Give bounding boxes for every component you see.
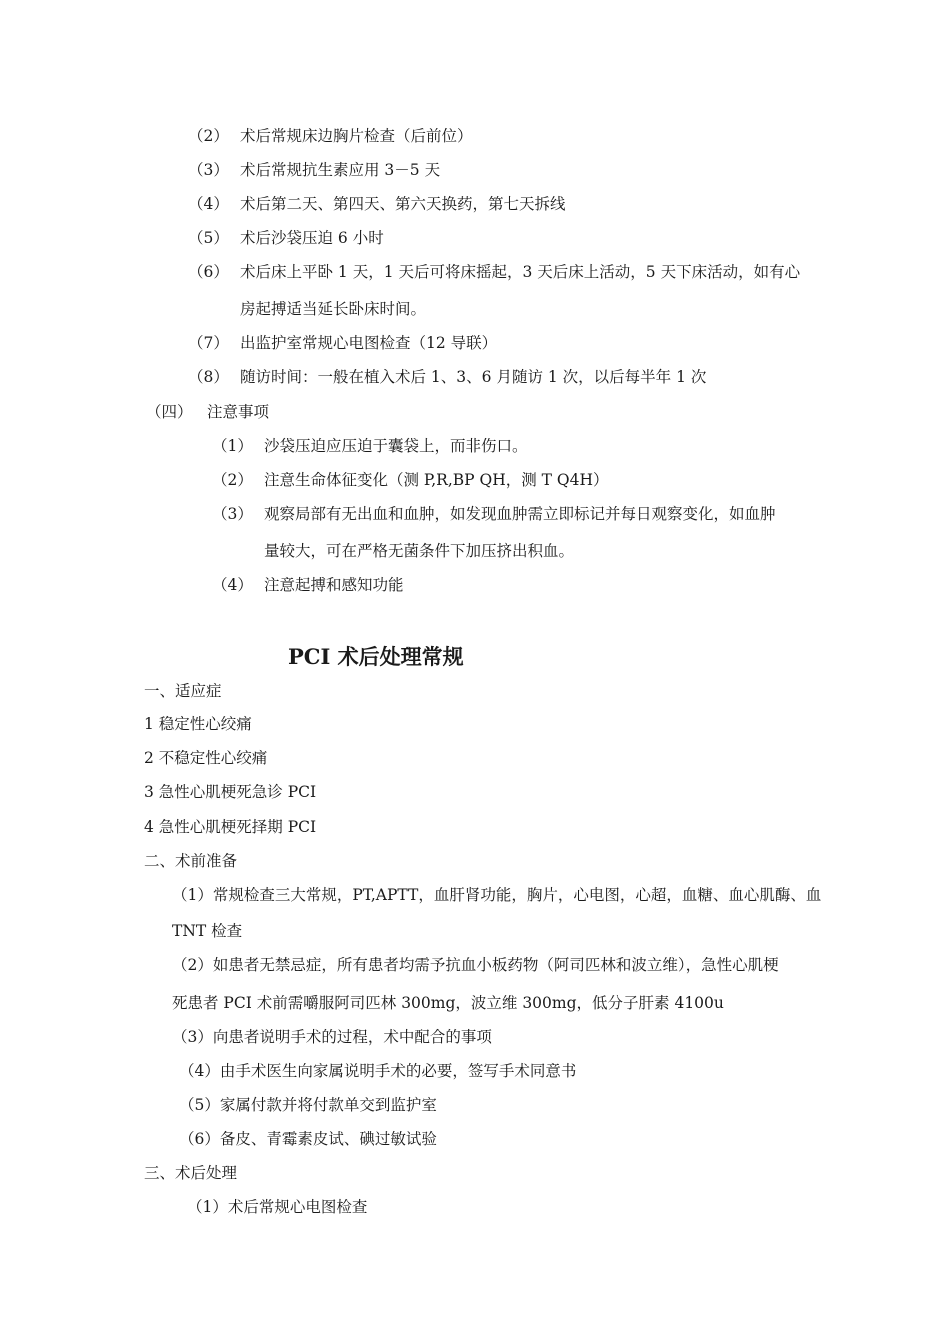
item-text: 沙袋压迫应压迫于囊袋上，而非伤口。 (264, 437, 528, 455)
heading-number: （四） (146, 403, 193, 421)
list-item: （1）术后常规心电图检查 (187, 1198, 368, 1216)
list-item: 4 急性心肌梗死择期 PCI (144, 818, 317, 836)
list-item: （3）向患者说明手术的过程，术中配合的事项 (172, 1028, 492, 1046)
item-number: （4） (212, 576, 253, 594)
list-item: （6）备皮、青霉素皮试、碘过敏试验 (179, 1130, 437, 1148)
item-text: 术后床上平卧 1 天，1 天后可将床摇起，3 天后床上活动，5 天下床活动，如有心 (240, 263, 801, 281)
list-item: 1 稳定性心绞痛 (144, 715, 252, 733)
item-text: 术后第二天、第四天、第六天换药，第七天拆线 (240, 195, 566, 213)
list-item: （4）由手术医生向家属说明手术的必要，签写手术同意书 (179, 1062, 577, 1080)
heading-text: 注意事项 (207, 403, 270, 421)
item-text: 术后常规抗生素应用 3－5 天 (240, 161, 441, 179)
list-item: 2 不稳定性心绞痛 (144, 749, 268, 767)
list-item: （1）常规检查三大常规，PT,APTT，血肝肾功能，胸片，心电图，心超，血糖、血心肌酶、血 (172, 886, 822, 904)
section-heading: 三、术后处理 (144, 1164, 238, 1182)
item-text: 观察局部有无出血和血肿，如发现血肿需立即标记并每日观察变化，如血肿 (264, 505, 776, 523)
item-text: 随访时间：一般在植入术后 1、3、6 月随访 1 次，以后每半年 1 次 (240, 368, 707, 386)
section-heading: 一、适应症 (144, 682, 222, 700)
item-number: （3） (188, 161, 229, 179)
item-number: （2） (212, 471, 253, 489)
item-number: （5） (188, 229, 229, 247)
item-number: （1） (212, 437, 253, 455)
item-number: （8） (188, 368, 229, 386)
item-text: 术后沙袋压迫 6 小时 (240, 229, 384, 247)
item-text: 房起搏适当延长卧床时间。 (240, 300, 427, 318)
section-heading: 二、术前准备 (144, 852, 238, 870)
item-text: 注意起搏和感知功能 (264, 576, 404, 594)
item-number: （2） (188, 127, 229, 145)
item-text: 注意生命体征变化（测 P,R,BP QH，测 T Q4H） (264, 471, 609, 489)
document-title: PCI 术后处理常规 (288, 644, 464, 669)
item-text: 出监护室常规心电图检查（12 导联） (240, 334, 498, 352)
list-item-continuation: TNT 检查 (172, 922, 243, 940)
item-text: 量较大，可在严格无菌条件下加压挤出积血。 (264, 542, 575, 560)
list-item: 3 急性心肌梗死急诊 PCI (144, 783, 317, 801)
item-number: （3） (212, 505, 253, 523)
item-number: （7） (188, 334, 229, 352)
item-number: （4） (188, 195, 229, 213)
item-text: 术后常规床边胸片检查（后前位） (240, 127, 473, 145)
list-item-continuation: 死患者 PCI 术前需嚼服阿司匹林 300mg，波立维 300mg，低分子肝素 4100u (172, 994, 724, 1012)
list-item: （5）家属付款并将付款单交到监护室 (179, 1096, 437, 1114)
item-number: （6） (188, 263, 229, 281)
list-item: （2）如患者无禁忌症，所有患者均需予抗血小板药物（阿司匹林和波立维），急性心肌梗 (172, 956, 779, 974)
